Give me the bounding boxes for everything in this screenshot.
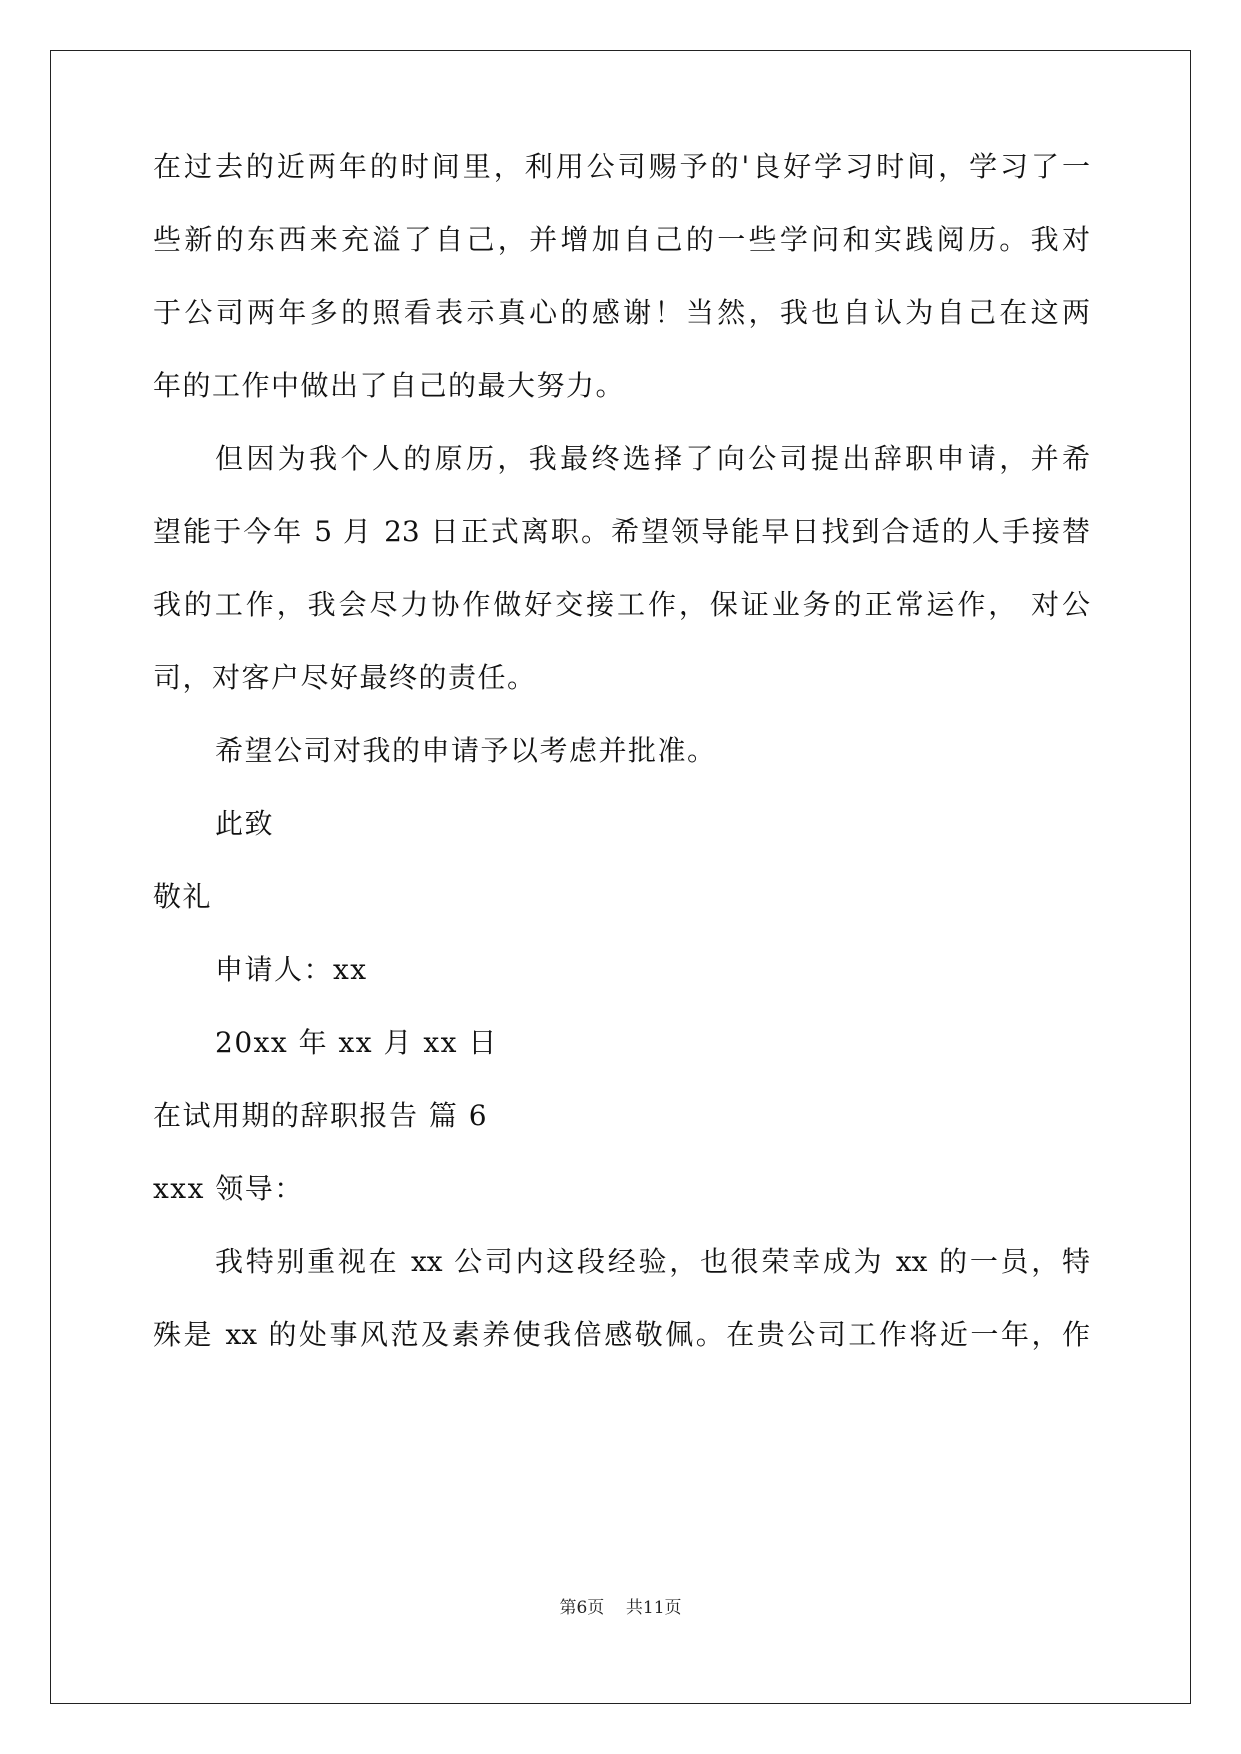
section-heading: 在试用期的辞职报告 篇 6: [153, 1099, 489, 1132]
text-line: 希望公司对我的申请予以考虑并批准。: [215, 734, 717, 767]
closing-salutation: 此致: [215, 807, 275, 840]
text-line: 我特别重视在 xx 公司内这段经验，也很荣幸成为 xx 的一员，特: [215, 1245, 1090, 1278]
text-line: 些新的东西来充溢了自己，并增加自己的一些学问和实践阅历。我对: [153, 223, 1090, 256]
recipient-line: xxx 领导：: [153, 1172, 304, 1205]
text-line: 殊是 xx 的处事风范及素养使我倍感敬佩。在贵公司工作将近一年，作: [153, 1318, 1090, 1351]
page-number: 6: [576, 1598, 588, 1618]
applicant-signature: 申请人：xx: [215, 953, 368, 986]
text-line: 在过去的近两年的时间里，利用公司赐予的'良好学习时间，学习了一: [153, 150, 1090, 183]
date-line: 20xx 年 xx 月 xx 日: [215, 1026, 498, 1059]
text-line: 于公司两年多的照看表示真心的感谢！当然，我也自认为自己在这两: [153, 296, 1090, 329]
text-line: 望能于今年 5 月 23 日正式离职。希望领导能早日找到合适的人手接替: [153, 515, 1090, 548]
total-pages: 11: [642, 1598, 665, 1618]
text-line: 我的工作，我会尽力协作做好交接工作，保证业务的正常运作， 对公: [153, 588, 1090, 621]
total-suffix: 页: [664, 1598, 682, 1618]
page-suffix: 页: [587, 1598, 605, 1618]
text-line: 但因为我个人的原历，我最终选择了向公司提出辞职申请，并希: [215, 442, 1090, 475]
text-line: 司，对客户尽好最终的责任。: [153, 661, 537, 694]
text-line: 年的工作中做出了自己的最大努力。: [153, 369, 626, 402]
page-footer: [0, 1596, 1241, 1620]
total-prefix: 共: [625, 1598, 643, 1618]
closing-regards: 敬礼: [153, 880, 213, 913]
page-prefix: 第: [559, 1598, 577, 1618]
